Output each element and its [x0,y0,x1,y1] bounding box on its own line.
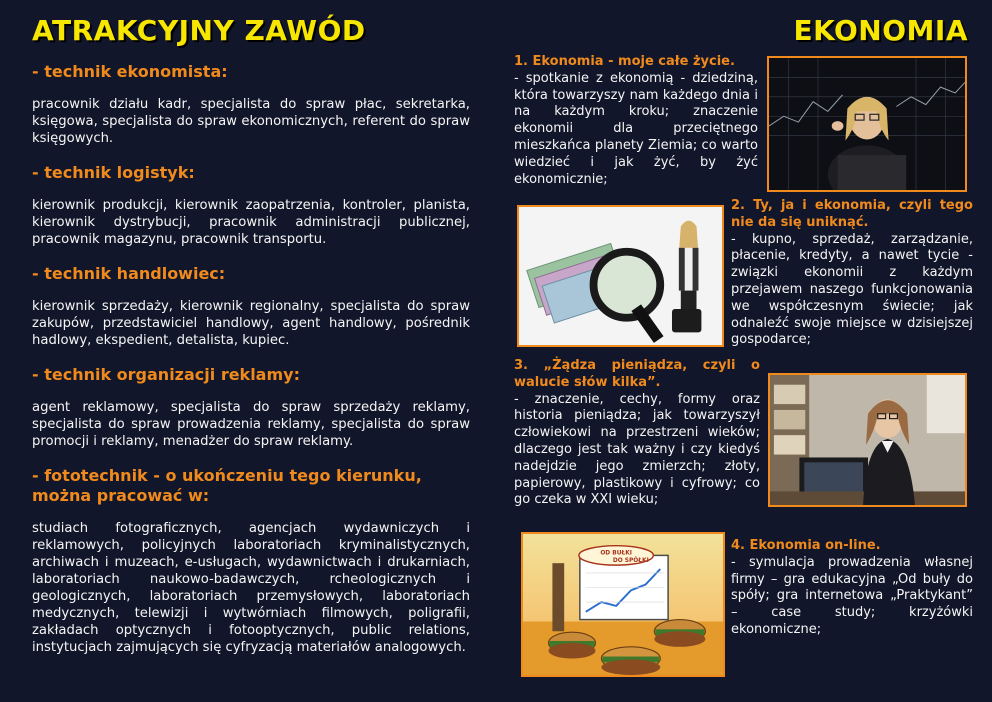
topic-heading: 2. Ty, ja i ekonomia, czyli tego nie da się uniknąć. [731,198,973,230]
topic-heading: 1. Ekonomia - moje całe życie. [514,54,735,69]
topic-heading: 3. „Żądza pieniądza, czyli o walucie słów kilka”. [514,358,760,390]
topic-text: - kupno, sprzedaż, zarządzanie, płacenie, kredyty, a nawet tycie - związki ekonomii z każdym przejawem naszego funkcjonowania we współczesnym świecie; jak odnaleźć swoje miejsce w dzisiejszej gospodarce; [731,231,973,348]
topic-1 [514,54,758,188]
game-sign-line2: DO SPÓŁKI [612,558,649,565]
businesswoman-laptop-photo [767,56,967,192]
topic-heading: 4. Ekonomia on-line. [731,538,881,553]
magnifier-banknotes-photo [517,205,724,347]
game-burgers-illustration [521,532,725,677]
office-woman-photo [768,373,967,507]
topic-text: - znaczenie, cechy, formy oraz historia pieniądza; jak towarzyszył człowiekowi na przestrzeni wieków; dlaczego jest tak ważny i czy kiedyś nadejdzie jego zmierzch; złoty, papierowy, plastikowy i cyfrowy; co go czeka w XXI wieku; [514,391,760,508]
page-title-right: EKONOMIA [793,14,968,47]
page-title-left: ATRAKCYJNY ZAWÓD [32,14,366,47]
section-heading: - technik logistyk: [32,163,195,182]
section-text: studiach fotograficznych, agencjach wydawniczych i reklamowych, policyjnych laboratoriach kryminalistycznych, archiwach i muzeach, e-usługach, wydawnictwach i drukarniach, laboratoriach naukowo-badawczych, rcheologicznych i geologicznych, laboratoriach przemysłowych, laboratoriach medycznych, telewizji i wytwórniach filmowych, poligrafii, zakładach optycznych i fotooptycznych, public relations, instytucjach zajmujących się cyfryzacją materiałów analogowych. [32,521,470,655]
section-text: kierownik produkcji, kierownik zaopatrzenia, kontroler, planista, kierownik dystrybucji, pracownik administracji publicznej, pracownik magazynu, pracownik transportu. [32,198,470,247]
topic-text: - symulacja prowadzenia własnej firmy – gra edukacyjna „Od buły do spóły; gra internetowa „Praktykant” – case study; krzyżówki ekonomiczne; [731,554,973,637]
section-heading: - technik organizacji reklamy: [32,365,300,384]
section-heading: - fototechnik - o ukończeniu tego kierunku, można pracować w: [32,466,422,505]
topic-4 [731,538,973,639]
topic-2 [731,198,973,349]
topic-3 [514,358,760,509]
professions-column [32,62,470,656]
game-sign-line1: OD BUŁKI [600,550,632,557]
section-text: agent reklamowy, specjalista do spraw sprzedaży reklamy, specjalista do spraw prowadzenia reklamy, specjalista do spraw promocji i reklamy, menadżer do spraw reklamy. [32,400,470,449]
section-text: kierownik sprzedaży, kierownik regionalny, specjalista do spraw zakupów, przedstawiciel handlowy, agent handlowy, pośrednik hadlowy, ekspedient, detalista, kupiec. [32,299,470,348]
section-heading: - technik ekonomista: [32,62,228,81]
section-heading: - technik handlowiec: [32,264,226,283]
section-text: pracownik działu kadr, specjalista do spraw płac, sekretarka, księgowa, specjalista do spraw ekonomicznych, referent do spraw księgowych. [32,97,470,146]
topic-text: - spotkanie z ekonomią - dziedziną, która towarzyszy nam każdego dnia i na każdym kroku; znaczenie ekonomii dla przeciętnego mieszkańca planety Ziemia; co warto wiedzieć i jak żyć, by żyć ekonomicznie; [514,70,758,187]
